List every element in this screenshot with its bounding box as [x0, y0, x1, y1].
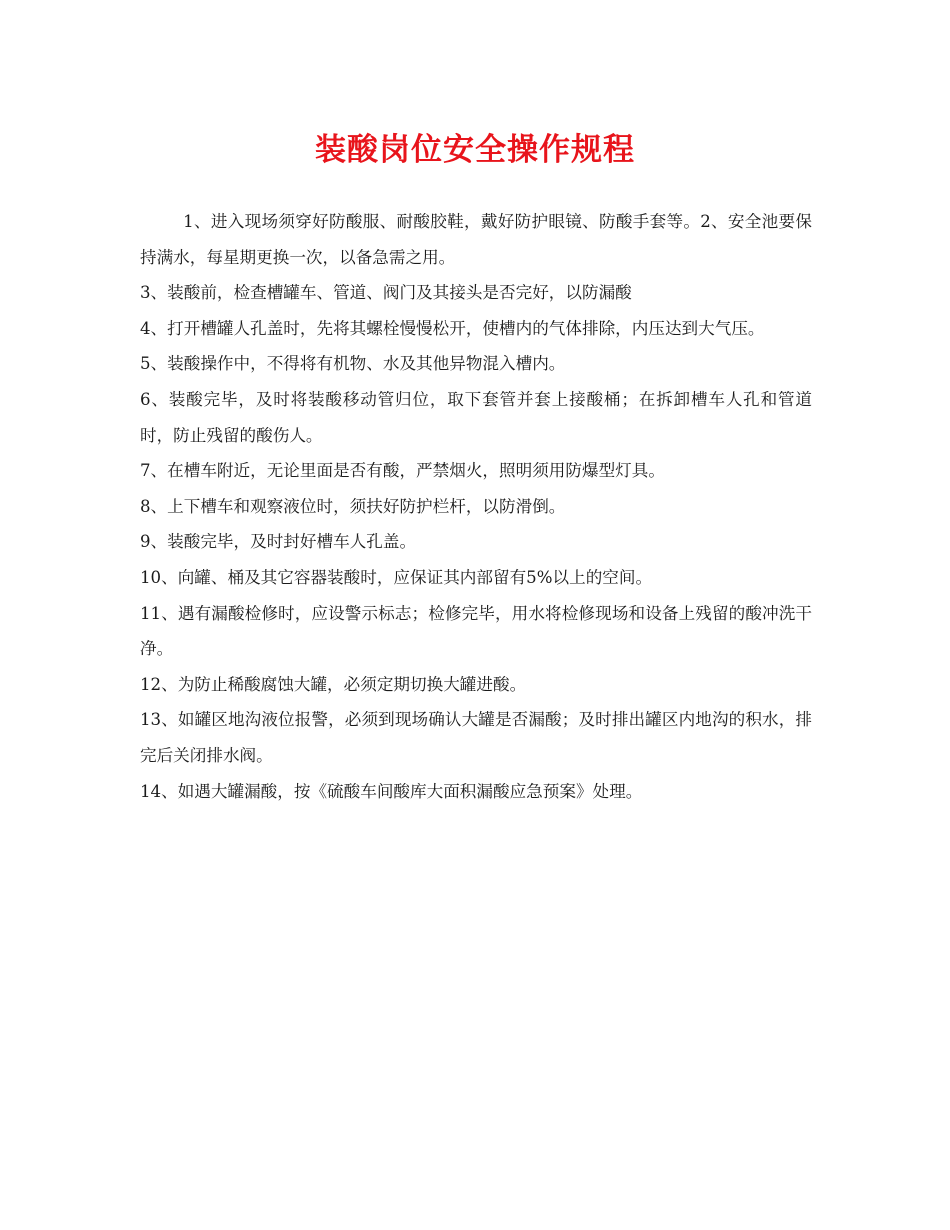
paragraph-13: 13、如罐区地沟液位报警，必须到现场确认大罐是否漏酸；及时排出罐区内地沟的积水，排完后关闭排水阀。 — [140, 710, 812, 765]
paragraph-7: 7、在槽车附近，无论里面是否有酸，严禁烟火，照明须用防爆型灯具。 — [140, 461, 665, 481]
paragraph-12: 12、为防止稀酸腐蚀大罐，必须定期切换大罐进酸。 — [140, 674, 527, 694]
paragraph-4: 4、打开槽罐人孔盖时，先将其螺栓慢慢松开，使槽内的气体排除，内压达到大气压。 — [140, 318, 765, 338]
paragraph-10: 10、向罐、桶及其它容器装酸时，应保证其内部留有5%以上的空间。 — [140, 567, 653, 587]
paragraph-11: 11、遇有漏酸检修时，应设警示标志；检修完毕，用水将检修现场和设备上残留的酸冲洗干净。 — [140, 603, 812, 659]
paragraph-14: 14、如遇大罐漏酸，按《硫酸车间酸库大面积漏酸应急预案》处理。 — [140, 781, 643, 801]
paragraph-3: 3、装酸前，检查槽罐车、管道、阀门及其接头是否完好，以防漏酸 — [140, 283, 632, 303]
document-body — [140, 204, 812, 809]
paragraph-1: 1、进入现场须穿好防酸服、耐酸胶鞋，戴好防护眼镜、防酸手套等。2、安全池要保持满水，每星期更换一次，以备急需之用。 — [140, 212, 812, 267]
paragraph-8: 8、上下槽车和观察液位时，须扶好防护栏杆，以防滑倒。 — [140, 496, 566, 516]
paragraph-6: 6、装酸完毕，及时将装酸移动管归位，取下套管并套上接酸桶；在拆卸槽车人孔和管道时，防止残留的酸伤人。 — [140, 389, 812, 445]
paragraph-9: 9、装酸完毕，及时封好槽车人孔盖。 — [140, 532, 417, 552]
paragraph-5: 5、装酸操作中，不得将有机物、水及其他异物混入槽内。 — [140, 354, 566, 374]
page-title: 装酸岗位安全操作规程 — [315, 132, 635, 168]
